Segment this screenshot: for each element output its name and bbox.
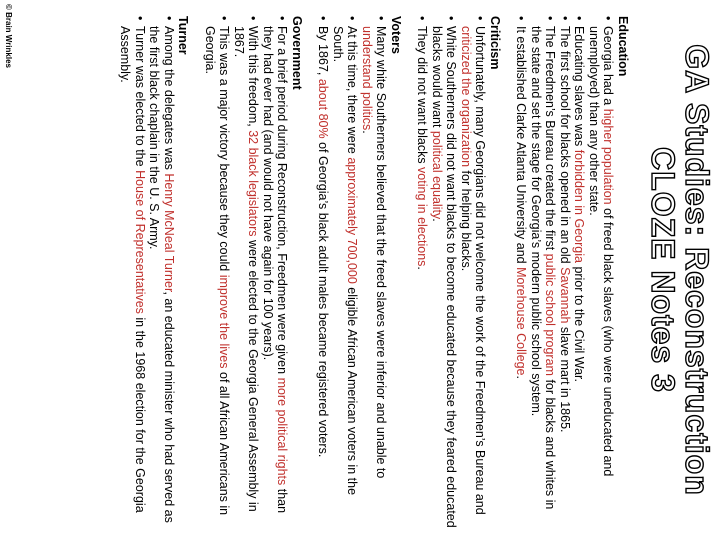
cloze-answer: approximately 700,000 bbox=[345, 157, 360, 284]
bullet-text: At this time, there were bbox=[345, 26, 360, 158]
cloze-answer: forbidden in Georgia bbox=[572, 149, 587, 263]
bullet-list bbox=[514, 16, 616, 528]
section-heading: Education bbox=[616, 16, 630, 77]
bullet-item bbox=[331, 16, 360, 528]
bullet-list bbox=[203, 16, 290, 528]
bullet-text: Educating slaves was bbox=[572, 26, 587, 150]
bullet-text: It established Clarke Atlanta University and bbox=[514, 26, 529, 268]
bullet-item bbox=[572, 16, 587, 528]
bullet-text: White Southerners did not want blacks to become educated because they feared educated blacks would want bbox=[430, 26, 459, 528]
bullet-text: They did not want blacks bbox=[415, 26, 430, 168]
bullet-text: . bbox=[360, 130, 374, 134]
bullet-item bbox=[232, 16, 261, 528]
bullet-text: , an educated minister who had served as the first black chaplain in the U. S. Army. bbox=[147, 26, 176, 523]
bullet-text: prior to the Civil War. bbox=[572, 262, 587, 382]
cloze-answer: public school program bbox=[543, 253, 558, 376]
bullet-text: than they had ever had (and would not have again for 100 years). bbox=[261, 26, 290, 514]
section-government bbox=[203, 16, 305, 528]
bullet-text: for helping blacks. bbox=[459, 167, 473, 272]
section-heading: Turner bbox=[176, 16, 191, 55]
bullet-list bbox=[316, 16, 389, 528]
bullet-text: The first school for blacks opened in an old bbox=[558, 26, 572, 268]
cloze-answer: Morehouse College bbox=[514, 267, 529, 376]
bullet-text: . bbox=[514, 375, 529, 379]
section-criticism bbox=[415, 16, 502, 528]
cloze-answer: House of Representatives bbox=[133, 170, 147, 314]
bullet-text: Among the delegates was bbox=[162, 26, 176, 174]
cloze-answer: 32 black legislators bbox=[246, 130, 261, 237]
bullet-item bbox=[529, 16, 558, 528]
bullet-text: Unfortunately, many Georgians did not welcome the work of the Freedmen’s Bureau and bbox=[473, 26, 488, 515]
title-line-1: GA Studies: Reconstruction bbox=[679, 44, 715, 496]
bullet-text: for blacks and whites in the state and set the stage for Georgia’s modern public school system. bbox=[529, 26, 558, 510]
bullet-text: . bbox=[415, 266, 430, 270]
bullet-text: eligible African American voters in the South. bbox=[331, 26, 360, 496]
bullet-item bbox=[203, 16, 232, 528]
cloze-answer: voting in elections bbox=[415, 167, 430, 267]
cloze-answer: about 80% bbox=[316, 78, 331, 139]
cloze-answer: criticized the organization bbox=[459, 26, 473, 168]
cloze-answer: higher population bbox=[601, 108, 616, 205]
section-heading: Government bbox=[290, 16, 304, 90]
bullet-text: of freed black slaves (who were uneducated and unemployed) than any other state. bbox=[587, 26, 616, 477]
bullet-text: With this freedom, bbox=[246, 26, 261, 131]
bullet-text: in the 1968 election for the Georgia Assembly. bbox=[118, 26, 147, 513]
bullet-item bbox=[514, 16, 529, 528]
bullet-item bbox=[459, 16, 488, 528]
title-line-2: CLOZE Notes 3 bbox=[645, 147, 681, 393]
bullet-item bbox=[430, 16, 459, 528]
bullet-item bbox=[587, 16, 616, 528]
cloze-answer: Henry McNeal Turner bbox=[162, 173, 176, 292]
bullet-list bbox=[415, 16, 488, 528]
bullet-text: of all African Americans in Georgia. bbox=[203, 26, 232, 516]
bullet-item bbox=[360, 16, 389, 528]
section-voters bbox=[316, 16, 403, 528]
bullet-item bbox=[118, 16, 147, 528]
bullet-text: Turner was elected to the bbox=[133, 26, 147, 171]
bullet-text: The Freedmen’s Bureau created the first bbox=[543, 26, 558, 254]
notes-content bbox=[106, 16, 630, 528]
bullet-text: This was a major victory because they could bbox=[217, 26, 232, 275]
section-heading: Voters bbox=[389, 16, 403, 54]
bullet-text: of Georgia’s black adult males became registered voters. bbox=[316, 138, 331, 458]
bullet-text: For a brief period during Reconstruction, Freedmen were given bbox=[275, 26, 290, 378]
bullet-text: were elected to the Georgia General Assembly in 1867. bbox=[232, 26, 261, 512]
bullet-item bbox=[558, 16, 573, 528]
bullet-item bbox=[415, 16, 430, 528]
section-heading: Criticism bbox=[488, 16, 502, 70]
bullet-item bbox=[316, 16, 331, 528]
bullet-item bbox=[261, 16, 290, 528]
bullet-text: . bbox=[430, 218, 444, 222]
cloze-answer: improve the lives bbox=[217, 274, 232, 369]
page-title bbox=[646, 0, 720, 540]
cloze-answer: more political rights bbox=[275, 377, 290, 486]
bullet-text: slave mart in 1865. bbox=[558, 323, 572, 433]
section-turner bbox=[118, 16, 191, 528]
bullet-list bbox=[118, 16, 176, 528]
cloze-answer: understand politics bbox=[360, 26, 374, 131]
credit-text: © Brain Wrinkles bbox=[4, 4, 13, 68]
bullet-item bbox=[147, 16, 176, 528]
section-education bbox=[514, 16, 630, 528]
cloze-answer: political equality bbox=[430, 130, 444, 219]
bullet-text: Georgia had a bbox=[601, 26, 616, 109]
bullet-text: By 1867, bbox=[316, 26, 331, 79]
bullet-text: Many white Southerners believed that the freed slaves were inferior and unable to bbox=[374, 26, 389, 479]
cloze-answer: Savannah bbox=[558, 267, 572, 324]
